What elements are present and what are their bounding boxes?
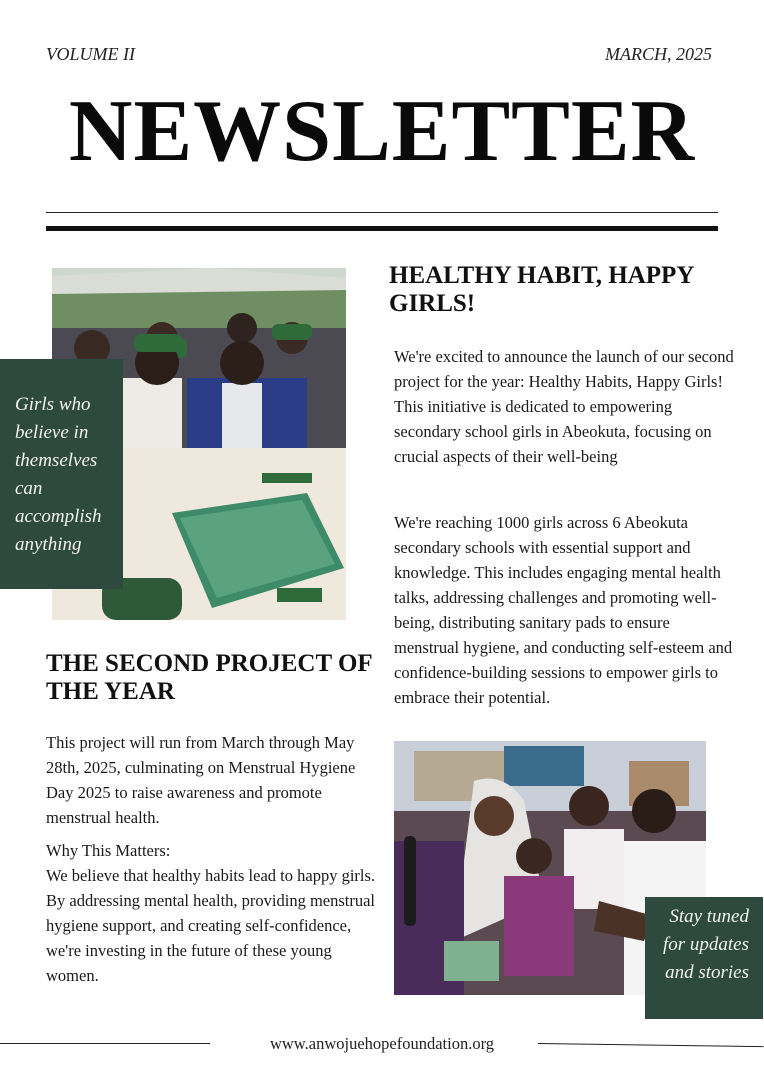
header-divider-thick [46, 226, 718, 231]
left-paragraph-2: We believe that healthy habits lead to happy girls. By addressing mental health, providing menstrual hygiene support, and creating self-confidence, we're investing in the future of these young women. [46, 866, 376, 985]
why-label: Why This Matters: [46, 841, 171, 860]
right-article [389, 262, 734, 318]
volume-label: VOLUME II [46, 44, 135, 64]
website-link[interactable]: www.anwojuehopefoundation.org [269, 1034, 495, 1053]
left-headline: THE SECOND PROJECT OF THE YEAR [46, 650, 372, 705]
right-paragraph-1: We're excited to announce the launch of our second project for the year: Healthy Habits, Happy Girls! This initiative is dedicated to empowering secondary school girls in Abeokuta, focusing on crucial aspects of their well-being [394, 347, 734, 466]
newsletter-title: NEWSLETTER [68, 83, 696, 180]
right-headline: HEALTHY HABIT, HAPPY GIRLS! [389, 262, 694, 317]
quote-text: Girls who believe in themselves can accomplish anything [15, 394, 102, 555]
callout-overlay [645, 897, 763, 1019]
issue-date: MARCH, 2025 [605, 44, 712, 64]
left-article [46, 650, 376, 988]
header-divider-thin [46, 212, 718, 213]
right-paragraph-2: We're reaching 1000 girls across 6 Abeokuta secondary schools with essential support and knowledge. This includes engaging mental health talks, addressing challenges and promoting well-being, distributing sanitary pads to ensure menstrual hygiene, and conducting self-esteem and confidence-building sessions to empower girls to embrace their potential. [394, 513, 733, 707]
quote-overlay [0, 359, 123, 589]
left-paragraph-1: This project will run from March through May 28th, 2025, culminating on Menstrual Hygiene Day 2025 to raise awareness and promote menstrual health. [46, 733, 356, 827]
callout-text: Stay tuned for updates and stories [662, 906, 749, 983]
